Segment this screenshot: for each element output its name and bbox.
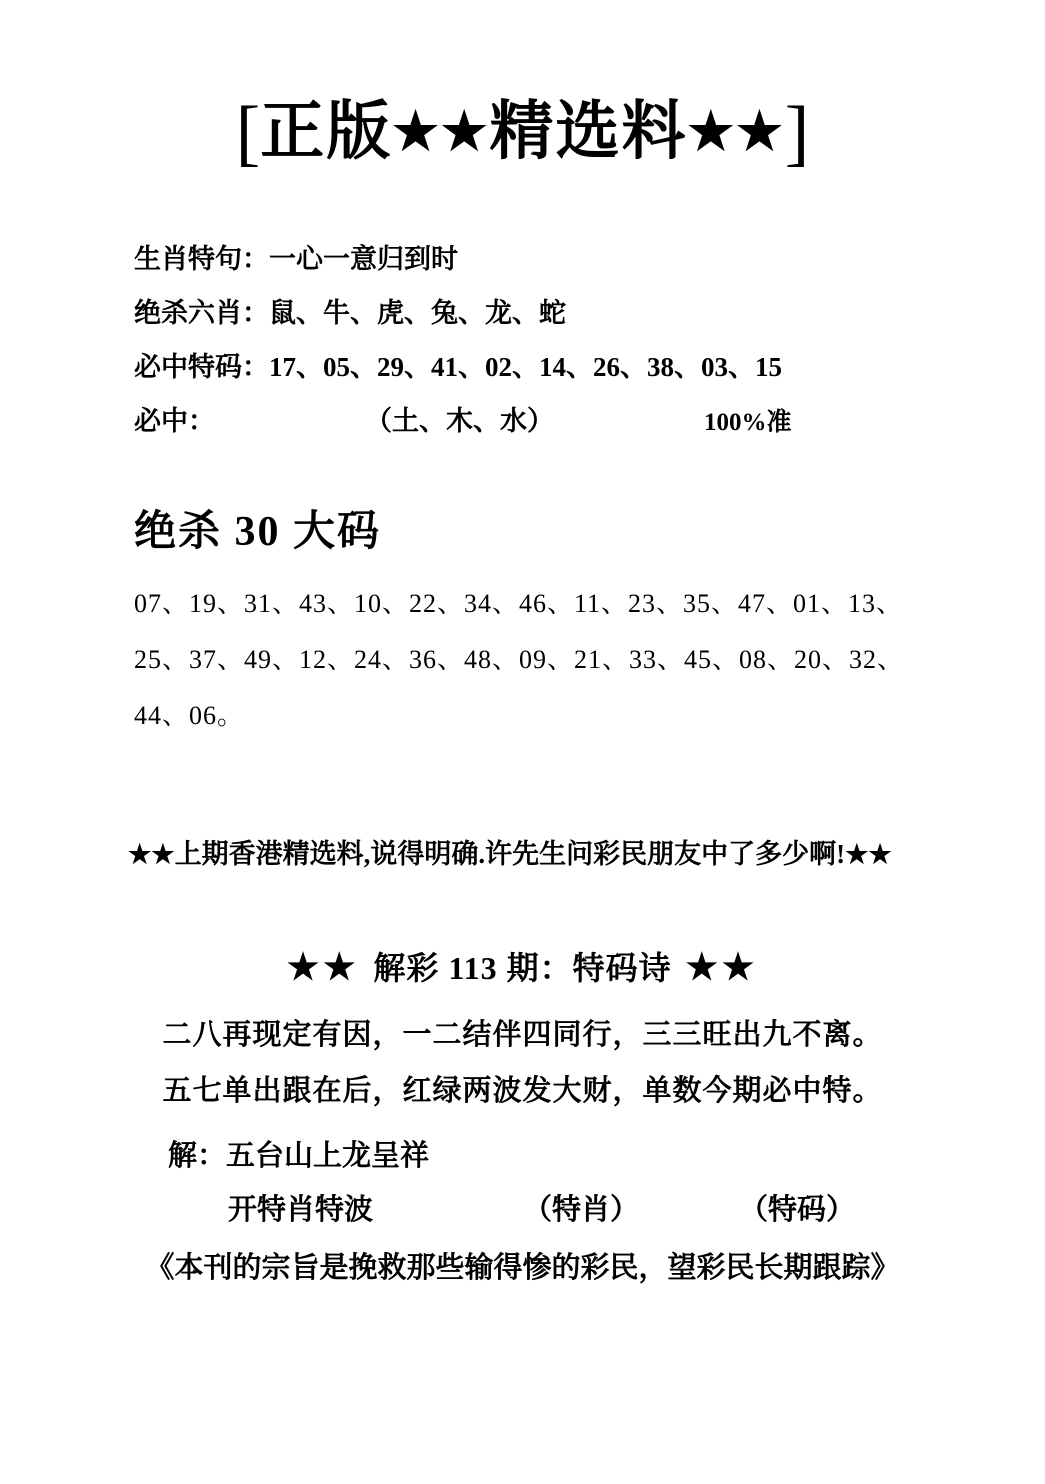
page-title [0, 92, 1045, 174]
title-prefix: 正版 [260, 96, 393, 167]
number-row: 44、06。 [134, 701, 245, 730]
special-code-value: 17、05、29、41、02、14、26、38、03、15 [269, 352, 782, 382]
section-title-text: 解彩 113 期：特码诗 [373, 950, 672, 986]
zodiac-phrase-value: 一心一意归到时 [269, 244, 458, 274]
poem-block [0, 1007, 1045, 1119]
poem-line: 二八再现定有因，一二结伴四同行，三三旺出九不离。 [162, 1019, 883, 1051]
promo-text: 上期香港精选料,说得明确.许先生问彩民朋友中了多少啊! [174, 839, 846, 869]
zodiac-phrase-label: 生肖特句： [134, 244, 269, 274]
interpretation-label: 解： [168, 1140, 227, 1172]
excluded-zodiac-label: 绝杀六肖： [134, 298, 269, 328]
interpretation-value: 五台山上龙呈祥 [226, 1140, 430, 1172]
footer-note: 《本刊的宗旨是挽救那些输得惨的彩民，望彩民长期跟踪》 [145, 1252, 900, 1284]
title-main: 精选料 [489, 96, 688, 167]
forecast-block [0, 232, 1045, 450]
interpretation-line [0, 1129, 1045, 1183]
special-code-line [134, 340, 1045, 394]
star-icon-left: ★★ [392, 104, 490, 161]
number-row: 07、19、31、43、10、22、34、46、11、23、35、47、01、13、 [134, 589, 904, 618]
star-icon-sec-right: ★★ [685, 947, 759, 987]
poem-line: 五七单出跟在后，红绿两波发大财，单数今期必中特。 [162, 1075, 883, 1107]
result-col-zodiac: （特肖） [523, 1194, 640, 1226]
result-label: 开特肖特波 [228, 1194, 374, 1226]
section-heading-kill30: 绝杀 30 大码 [134, 509, 382, 555]
document-page [0, 92, 1045, 1484]
section-heading-issue113 [0, 943, 1045, 989]
excluded-zodiac-value: 鼠、牛、虎、兔、龙、蛇 [269, 298, 566, 328]
number-row: 25、37、49、12、24、36、48、09、21、33、45、08、20、32、 [134, 645, 905, 674]
result-row [0, 1183, 1045, 1237]
promo-line [0, 832, 1045, 871]
star-icon-right: ★★ [687, 104, 785, 161]
element-line [134, 394, 1045, 450]
kill30-number-list [0, 576, 1045, 744]
element-value: （土、木、水） [365, 406, 554, 436]
accuracy-value: 100%准 [704, 409, 792, 436]
excluded-zodiac-line [134, 286, 1045, 340]
special-code-label: 必中特码： [134, 352, 269, 382]
zodiac-phrase-line [134, 232, 1045, 286]
star-icon-sec-left: ★★ [286, 947, 360, 987]
element-label: 必中： [134, 406, 215, 436]
star-icon-promo-left: ★★ [128, 840, 175, 869]
star-icon-promo-right: ★★ [845, 840, 892, 869]
title-close-bracket: ] [784, 92, 810, 174]
title-open-bracket: [ [235, 92, 261, 174]
result-col-code: （特码） [739, 1194, 856, 1226]
